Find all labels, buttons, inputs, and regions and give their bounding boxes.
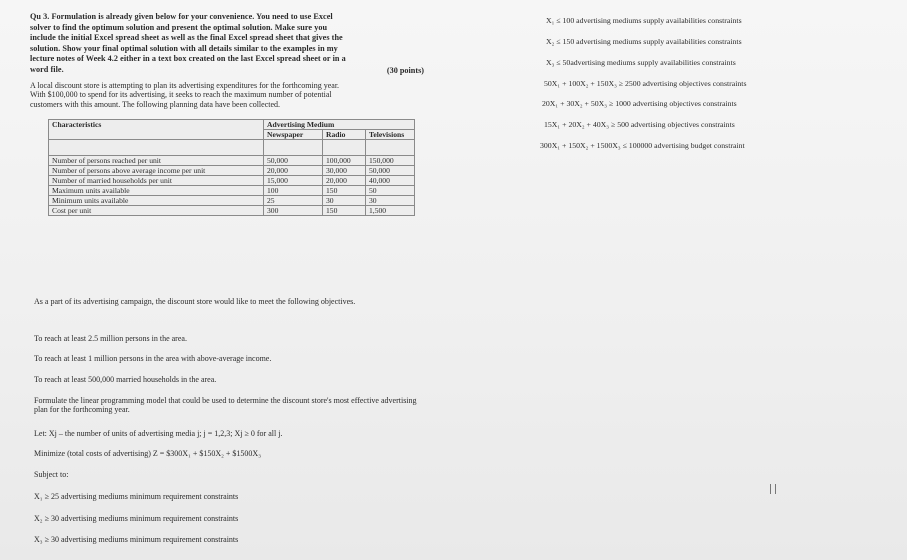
empty-cell [264, 140, 323, 156]
right-constraint: 20X₁ + 30X₂ + 50X₃ ≥ 1000 advertising objectives constraints [542, 99, 737, 108]
right-constraint: 300X₁ + 150X₂ + 1500X₃ ≤ 100000 advertising budget constraint [540, 141, 745, 150]
formulate-text: Formulate the linear programming model that could be used to determine the discount store's most effective advertising plan for the forthcoming year. [34, 396, 417, 415]
cell-radio: 30,000 [323, 166, 366, 176]
question-title-line: word file. [30, 64, 64, 74]
left-constraint [34, 535, 238, 544]
right-constraint: X₁ ≤ 100 advertising mediums supply availabilities constraints [546, 16, 742, 25]
objective-item [34, 334, 187, 343]
let-line [34, 429, 282, 438]
header-characteristics: Characteristics [49, 120, 264, 140]
intro-line: customers with this amount. The following planning data have been collected. [30, 99, 281, 109]
row-label: Minimum units available [49, 196, 264, 206]
cell-tv: 30 [366, 196, 415, 206]
question-title-line: solver to find the optimum solution and present the optimal solution. Make sure you [30, 22, 328, 32]
cell-radio: 150 [323, 206, 366, 216]
table-row [49, 196, 415, 206]
cell-newspaper: 15,000 [264, 176, 323, 186]
header-radio: Radio [323, 130, 366, 140]
header-newspaper: Newspaper [264, 130, 323, 140]
table-row [49, 206, 415, 216]
left-constraint-text: X₁ ≥ 25 advertising mediums minimum requirement constraints [34, 492, 239, 501]
left-constraint [34, 514, 238, 523]
planning-data-table [48, 119, 415, 216]
let-text: Let: Xj – the number of units of advertising media j; j = 1,2,3; Xj ≥ 0 for all j. [34, 429, 283, 438]
row-label: Cost per unit [49, 206, 264, 216]
table-spacer-row [49, 140, 415, 156]
cell-radio: 30 [323, 196, 366, 206]
objective-item-text: To reach at least 2.5 million persons in the area. [34, 334, 187, 343]
row-label: Maximum units available [49, 186, 264, 196]
header-advertising-medium: Advertising Medium [264, 120, 415, 130]
empty-cell [49, 140, 264, 156]
right-constraint: 50X₁ + 100X₂ + 150X₃ ≥ 2500 advertising objectives constraints [544, 79, 747, 88]
cell-tv: 50,000 [366, 166, 415, 176]
right-constraint: X₂ ≤ 150 advertising mediums supply availabilities constraints [546, 37, 742, 46]
objective-item-text: To reach at least 500,000 married households in the area. [34, 375, 217, 384]
cell-newspaper: 25 [264, 196, 323, 206]
cell-newspaper: 50,000 [264, 156, 323, 166]
left-constraint [34, 492, 238, 501]
header-televisions: Televisions [366, 130, 415, 140]
cell-radio: 100,000 [323, 156, 366, 166]
cell-radio: 150 [323, 186, 366, 196]
objectives-intro-text: As a part of its advertising campaign, the discount store would like to meet the following objectives. [34, 297, 356, 306]
row-label: Number of married households per unit [49, 176, 264, 186]
cell-radio: 20,000 [323, 176, 366, 186]
intro-line: A local discount store is attempting to plan its advertising expenditures for the forthcoming year. [30, 80, 340, 90]
intro-paragraph [30, 81, 430, 110]
cell-newspaper: 300 [264, 206, 323, 216]
objective-item [34, 354, 271, 363]
empty-cell [323, 140, 366, 156]
minimize-line [34, 449, 261, 458]
left-constraint-text: X₂ ≥ 30 advertising mediums minimum requirement constraints [34, 514, 239, 523]
question-title-line: Qu 3. Formulation is already given below for your convenience. You need to use Excel [30, 12, 333, 21]
subject-to-text: Subject to: [34, 470, 69, 479]
table-row [49, 166, 415, 176]
formulate-paragraph [34, 396, 424, 415]
cell-newspaper: 20,000 [264, 166, 323, 176]
right-constraint: 15X₁ + 20X₂ + 40X₃ ≥ 500 advertising objectives constraints [544, 120, 735, 129]
cell-tv: 40,000 [366, 176, 415, 186]
empty-cell [366, 140, 415, 156]
question-points: (30 points) [386, 65, 424, 75]
objective-item-text: To reach at least 1 million persons in the area with above-average income. [34, 354, 272, 363]
left-column [30, 12, 460, 216]
cell-newspaper: 100 [264, 186, 323, 196]
question-title [30, 12, 460, 75]
question-title-line: lecture notes of Week 4.2 either in a text box created on the last Excel spread sheet or in a [30, 54, 346, 64]
table-row [49, 186, 415, 196]
table-row [49, 156, 415, 166]
row-label: Number of persons above average income per unit [49, 166, 264, 176]
minimize-text: Minimize (total costs of advertising) Z = $300X₁ + $150X₂ + $1500X₃ [34, 449, 261, 458]
row-label: Number of persons reached per unit [49, 156, 264, 166]
text-cursor-icon [770, 484, 776, 494]
intro-line: With $100,000 to spend for its advertising, it seeks to reach the maximum number of potential [30, 90, 332, 100]
table-row [49, 176, 415, 186]
question-title-line: include the initial Excel spread sheet as well as the final Excel spread sheet that gives the [30, 33, 343, 43]
subject-to-line [34, 470, 68, 479]
cell-tv: 1,500 [366, 206, 415, 216]
cell-tv: 150,000 [366, 156, 415, 166]
objectives-intro [34, 297, 424, 306]
objective-item [34, 375, 216, 384]
cell-tv: 50 [366, 186, 415, 196]
question-title-line: solution. Show your final optimal solution with all details similar to the examples in my [30, 43, 338, 53]
right-constraint: X₃ ≤ 50advertising mediums supply availabilities constraints [546, 58, 736, 67]
left-constraint-text: X₃ ≥ 30 advertising mediums minimum requirement constraints [34, 535, 239, 544]
